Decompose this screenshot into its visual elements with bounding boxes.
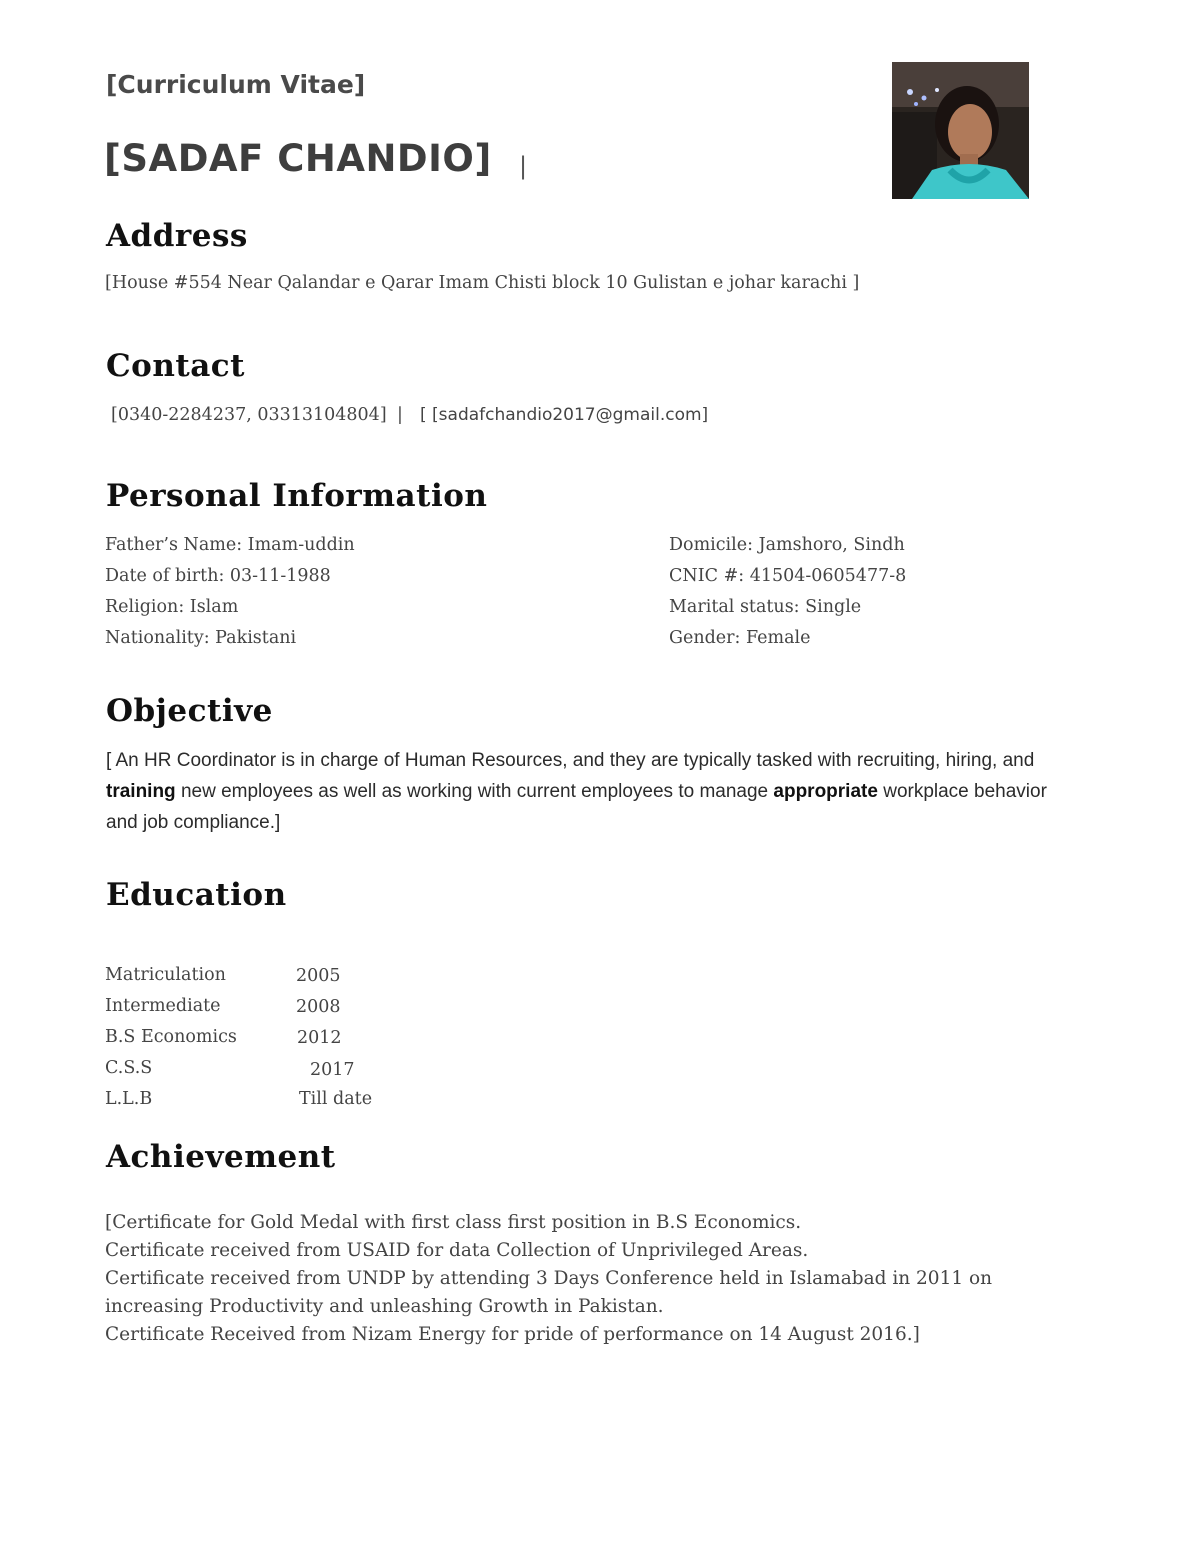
- education-row-year: Till date: [299, 1089, 373, 1109]
- objective-heading: Objective: [106, 693, 273, 729]
- contact-separator: |: [397, 405, 403, 425]
- fathers-name: Father’s Name: Imam-uddin: [105, 535, 355, 555]
- education-row-name: L.L.B: [105, 1089, 153, 1109]
- achievement-line: Certificate received from UNDP by attending 3 Days Conference held in Islamabad in 2011 on: [105, 1268, 993, 1289]
- achievement-line: [Certificate for Gold Medal with first class first position in B.S Economics.: [105, 1212, 802, 1233]
- contact-heading: Contact: [106, 348, 245, 384]
- achievement-list: [105, 1209, 1055, 1349]
- religion: Religion: Islam: [105, 597, 239, 617]
- achievement-line: increasing Productivity and unleashing Growth in Pakistan.: [105, 1296, 664, 1317]
- education-row-year: 2005: [296, 966, 341, 986]
- achievement-line: Certificate Received from Nizam Energy for pride of performance on 14 August 2016.]: [105, 1324, 920, 1345]
- cnic: CNIC #: 41504-0605477-8: [669, 566, 907, 586]
- objective-part-1: [ An HR Coordinator is in charge of Human Resources, and they are typically tasked with recruiting, hiring, and: [106, 750, 1035, 771]
- profile-photo: [892, 62, 1029, 199]
- contact-phones: [0340-2284237, 03313104804]: [111, 405, 387, 425]
- education-row-year: 2012: [297, 1028, 342, 1048]
- education-row-name: B.S Economics: [105, 1027, 237, 1047]
- education-row-name: Matriculation: [105, 965, 226, 985]
- domicile: Domicile: Jamshoro, Sindh: [669, 535, 905, 555]
- achievement-heading: Achievement: [106, 1139, 336, 1175]
- personal-information-heading: Personal Information: [106, 478, 488, 514]
- address-text: [House #554 Near Qalandar e Qarar Imam Chisti block 10 Gulistan e johar karachi ]: [105, 273, 860, 293]
- nationality: Nationality: Pakistani: [105, 628, 297, 648]
- cv-label: [Curriculum Vitae]: [106, 70, 366, 99]
- gender: Gender: Female: [669, 628, 811, 648]
- objective-bold-appropriate: appropriate: [773, 781, 878, 802]
- contact-email[interactable]: [ [sadafchandio2017@gmail.com]: [420, 405, 709, 425]
- education-row-year: 2017: [310, 1060, 355, 1080]
- candidate-name: [SADAF CHANDIO]: [104, 137, 492, 180]
- achievement-line: Certificate received from USAID for data Collection of Unprivileged Areas.: [105, 1240, 809, 1261]
- education-heading: Education: [106, 877, 287, 913]
- marital-status: Marital status: Single: [669, 597, 862, 617]
- objective-text: [106, 745, 1056, 838]
- objective-bold-training: training: [106, 781, 176, 802]
- objective-part-2: new employees as well as working with current employees to manage: [175, 781, 774, 802]
- address-heading: Address: [106, 218, 248, 254]
- education-row-name: Intermediate: [105, 996, 221, 1016]
- personal-info-right: [669, 530, 906, 654]
- profile-photo-image: [892, 62, 1029, 199]
- personal-info-left: [105, 530, 355, 654]
- date-of-birth: Date of birth: 03-11-1988: [105, 566, 331, 586]
- name-separator: |: [519, 152, 528, 180]
- education-row-year: 2008: [296, 997, 341, 1017]
- education-row-name: C.S.S: [105, 1058, 153, 1078]
- objective-part-3: workplace behavior and job compliance.]: [106, 781, 1047, 833]
